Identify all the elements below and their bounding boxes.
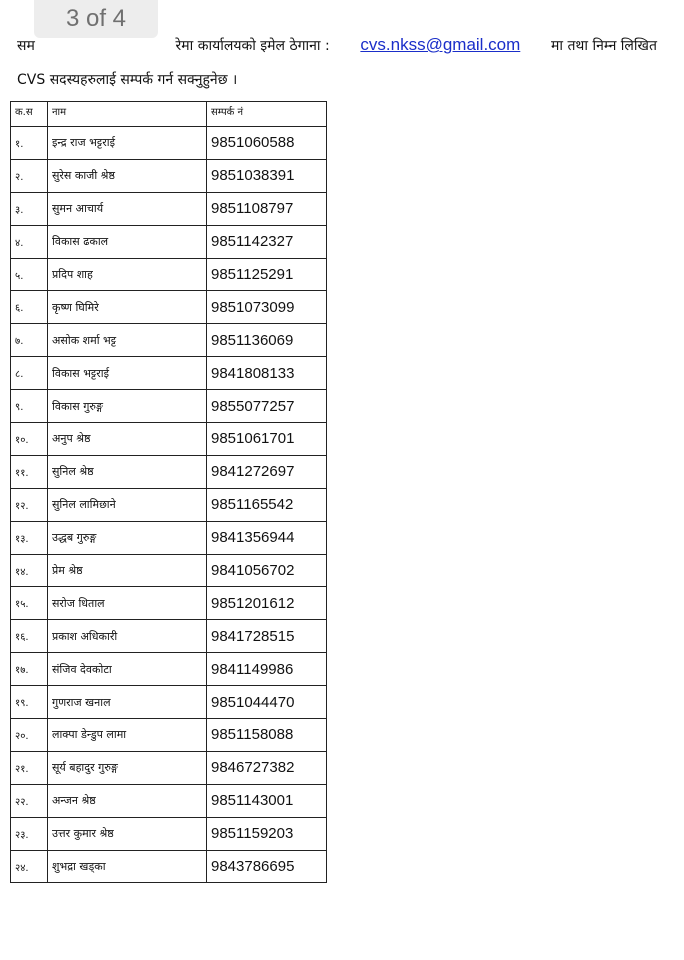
email-link[interactable]: cvs.nkss@gmail.com [360,35,521,54]
name-cell: सरोज धिताल [48,587,207,620]
contact-number-cell: 9841056702 [207,554,327,587]
serial-number-cell: १०. [11,423,48,456]
name-cell: विकास ढकाल [48,225,207,258]
intro-suffix: मा तथा निम्न लिखित [551,38,657,54]
name-cell: प्रेम श्रेष्ठ [48,554,207,587]
table-row [11,159,327,192]
table-row [11,587,327,620]
serial-number-cell: २२. [11,784,48,817]
serial-number-cell: ६. [11,291,48,324]
name-cell: शुभद्रा खड्का [48,850,207,883]
serial-number-cell: ८. [11,357,48,390]
contact-number-cell: 9851136069 [207,324,327,357]
serial-number-cell: २०. [11,719,48,752]
table-row [11,192,327,225]
name-cell: सुरेस काजी श्रेष्ठ [48,159,207,192]
contact-number-cell: 9846727382 [207,751,327,784]
serial-number-cell: १२. [11,488,48,521]
name-cell: उत्तर कुमार श्रेष्ठ [48,817,207,850]
table-row [11,719,327,752]
contact-number-cell: 9841808133 [207,357,327,390]
intro-middle: रेमा कार्यालयको इमेल ठेगाना : [175,38,330,54]
contact-number-cell: 9851165542 [207,488,327,521]
table-row [11,357,327,390]
contact-number-cell: 9851038391 [207,159,327,192]
name-cell: गुणराज खनाल [48,686,207,719]
table-row [11,620,327,653]
contact-number-cell: 9851061701 [207,423,327,456]
table-row [11,390,327,423]
contact-number-cell: 9851201612 [207,587,327,620]
table-row [11,225,327,258]
table-row [11,258,327,291]
contact-number-cell: 9841728515 [207,620,327,653]
name-cell: उद्धब गुरुङ्ग [48,521,207,554]
serial-number-cell: ३. [11,192,48,225]
contact-number-cell: 9851125291 [207,258,327,291]
name-cell: लाक्पा डेन्डुप लामा [48,719,207,752]
intro-prefix-text: सम [17,38,35,54]
table-row [11,488,327,521]
contact-number-cell: 9851142327 [207,225,327,258]
table-row [11,423,327,456]
contact-number-cell: 9851060588 [207,127,327,160]
serial-number-cell: ४. [11,225,48,258]
name-cell: अन्जन श्रेष्ठ [48,784,207,817]
serial-number-cell: ११. [11,455,48,488]
table-row [11,554,327,587]
name-cell: इन्द्र राज भट्टराई [48,127,207,160]
serial-number-cell: १७. [11,653,48,686]
header-serial-number: क.स [11,102,48,127]
contact-number-cell: 9855077257 [207,390,327,423]
contact-number-cell: 9841149986 [207,653,327,686]
table-row [11,521,327,554]
table-row [11,751,327,784]
name-cell: सुनिल लामिछाने [48,488,207,521]
name-cell: सूर्य बहादुर गुरुङ्ग [48,751,207,784]
name-cell: सुमन आचार्य [48,192,207,225]
table-row [11,850,327,883]
serial-number-cell: ९. [11,390,48,423]
intro-paragraph [17,28,657,97]
table-row [11,686,327,719]
contact-number-cell: 9851108797 [207,192,327,225]
name-cell: असोक शर्मा भट्ट [48,324,207,357]
table-row [11,784,327,817]
serial-number-cell: १५. [11,587,48,620]
contact-number-cell: 9851073099 [207,291,327,324]
serial-number-cell: १४. [11,554,48,587]
name-cell: विकास भट्टराई [48,357,207,390]
contact-number-cell: 9843786695 [207,850,327,883]
serial-number-cell: ७. [11,324,48,357]
table-row [11,291,327,324]
serial-number-cell: २१. [11,751,48,784]
serial-number-cell: २. [11,159,48,192]
intro-line-2: CVS सदस्यहरुलाई सम्पर्क गर्न सक्नुहुनेछ । [17,72,238,88]
name-cell: सुनिल श्रेष्ठ [48,455,207,488]
name-cell: संजिव देवकोटा [48,653,207,686]
page-counter-badge: 3 of 4 [34,0,158,38]
name-cell: प्रदिप शाह [48,258,207,291]
table-row [11,127,327,160]
contact-number-cell: 9851159203 [207,817,327,850]
header-name: नाम [48,102,207,127]
table-row [11,324,327,357]
contact-number-cell: 9851044470 [207,686,327,719]
serial-number-cell: १९. [11,686,48,719]
name-cell: कृष्ण घिमिरे [48,291,207,324]
name-cell: प्रकाश अधिकारी [48,620,207,653]
table-header-row [11,102,327,127]
serial-number-cell: १३. [11,521,48,554]
contact-number-cell: 9851158088 [207,719,327,752]
intro-prefix [17,29,35,63]
serial-number-cell: २४. [11,850,48,883]
table-row [11,817,327,850]
serial-number-cell: ५. [11,258,48,291]
table-row [11,653,327,686]
serial-number-cell: २३. [11,817,48,850]
serial-number-cell: १६. [11,620,48,653]
table-row [11,455,327,488]
contact-number-cell: 9841272697 [207,455,327,488]
contact-number-cell: 9841356944 [207,521,327,554]
serial-number-cell: १. [11,127,48,160]
name-cell: विकास गुरुङ्ग [48,390,207,423]
contacts-table [10,101,327,883]
header-contact-number: सम्पर्क नं [207,102,327,127]
name-cell: अनुप श्रेष्ठ [48,423,207,456]
contact-number-cell: 9851143001 [207,784,327,817]
